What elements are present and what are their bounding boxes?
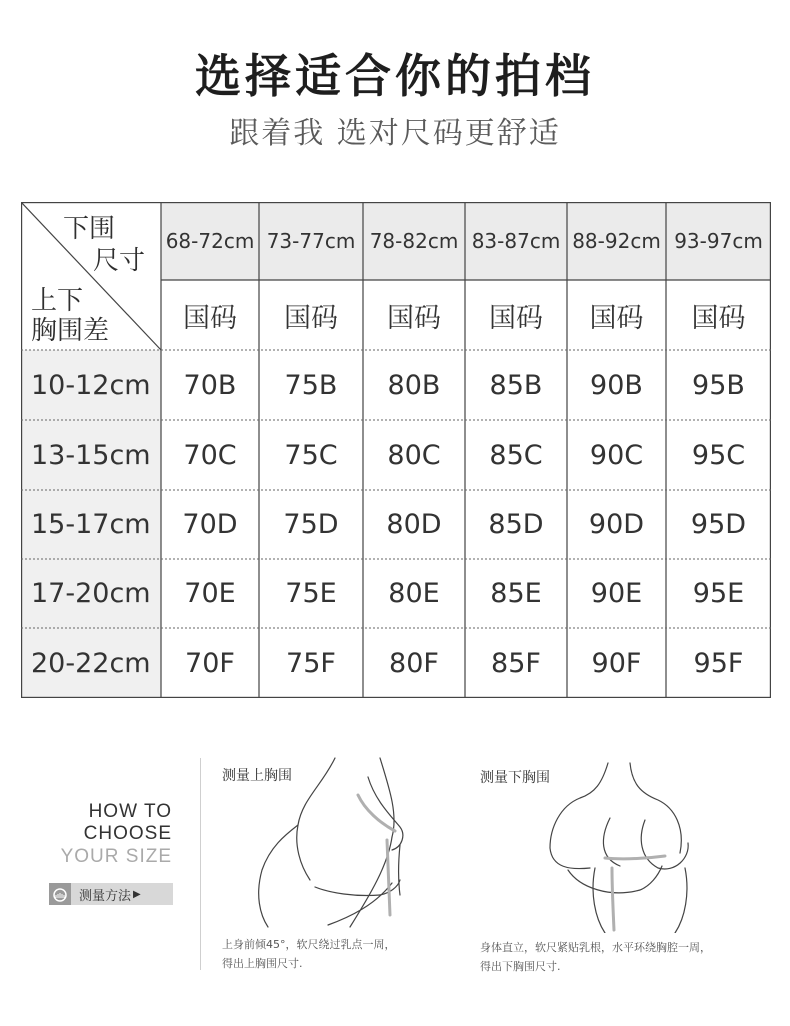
underbust-note [480, 938, 750, 976]
row-label: 10-12cm [31, 369, 151, 401]
column-header: 73-77cm [266, 229, 356, 253]
page-title: 选择适合你的拍档 [195, 49, 595, 103]
size-cell: 80D [386, 509, 442, 540]
upper-bust-note-line1: 上身前倾45°，软尺绕过乳点一周， [222, 938, 396, 951]
tape-measure-icon [49, 883, 71, 905]
column-header: 83-87cm [471, 229, 561, 253]
upper-bust-note-line2: 得出上胸围尺寸. [222, 957, 303, 970]
size-cell: 85D [488, 509, 544, 540]
size-cell: 80F [389, 647, 439, 679]
underbust-note-line1: 身体直立，软尺紧贴乳根，水平环绕胸腔一周， [480, 941, 711, 954]
size-cell: 75C [284, 439, 338, 471]
row-label: 13-15cm [31, 439, 151, 471]
size-cell: 75E [285, 578, 337, 609]
size-cell: 90B [590, 369, 643, 401]
size-cell: 95D [690, 509, 747, 540]
size-cell: 85F [491, 647, 541, 679]
size-cell: 75B [284, 369, 338, 401]
column-header: 93-97cm [674, 229, 763, 253]
play-arrow-icon: ▶ [133, 888, 141, 900]
corner-label-underbust: 下围 [63, 214, 116, 244]
row-label: 17-20cm [31, 578, 151, 609]
size-cell: 80C [387, 439, 441, 471]
size-cell: 80B [387, 369, 441, 401]
page-subtitle: 跟着我 选对尺码更舒适 [229, 116, 561, 151]
size-cell: 95E [692, 578, 745, 609]
corner-label-upper-lower: 上下 [31, 286, 84, 316]
size-cell: 95F [693, 647, 744, 679]
size-cell: 70D [182, 509, 238, 540]
size-cell: 95B [692, 369, 745, 401]
size-cell: 70B [183, 369, 237, 401]
your-size-text: YOUR SIZE [60, 846, 172, 867]
size-cell: 85C [489, 439, 543, 471]
upper-bust-note [222, 935, 492, 973]
corner-label-size: 尺寸 [93, 246, 146, 276]
size-cell: 80E [388, 578, 440, 609]
underbust-note-line2: 得出下胸围尺寸. [480, 960, 561, 973]
column-header: 88-92cm [572, 229, 661, 253]
size-cell: 75D [283, 509, 339, 540]
national-size-label: 国码 [284, 302, 338, 334]
size-cell: 95C [691, 439, 746, 471]
row-label: 15-17cm [31, 509, 151, 540]
size-cell: 70E [184, 578, 236, 609]
measure-method-label: 测量方法 [79, 888, 132, 904]
national-size-label: 国码 [489, 302, 543, 334]
underbust-illustration [540, 758, 710, 933]
row-label: 20-22cm [31, 647, 151, 679]
size-cell: 90D [588, 509, 645, 540]
size-cell: 70C [183, 439, 237, 471]
upper-bust-illustration [240, 755, 440, 930]
size-cell: 70F [185, 647, 235, 679]
column-header: 68-72cm [165, 229, 255, 253]
underbust-title: 测量下胸围 [480, 770, 550, 786]
national-size-label: 国码 [183, 302, 237, 334]
size-cell: 90C [589, 439, 644, 471]
size-cell: 85E [490, 578, 542, 609]
size-cell: 85B [489, 369, 543, 401]
divider-line [200, 758, 201, 970]
upper-bust-title: 测量上胸围 [222, 768, 292, 784]
corner-label-difference: 胸围差 [31, 316, 110, 346]
choose-text: CHOOSE [83, 823, 172, 844]
size-cell: 75F [286, 647, 336, 679]
national-size-label: 国码 [387, 302, 441, 334]
national-size-label: 国码 [691, 302, 746, 334]
national-size-label: 国码 [589, 302, 644, 334]
column-header: 78-82cm [369, 229, 459, 253]
size-cell: 90F [591, 647, 642, 679]
size-cell: 90E [590, 578, 643, 609]
measure-method-tag [49, 883, 173, 905]
size-table [21, 202, 771, 698]
how-to-text: HOW TO [88, 801, 172, 822]
